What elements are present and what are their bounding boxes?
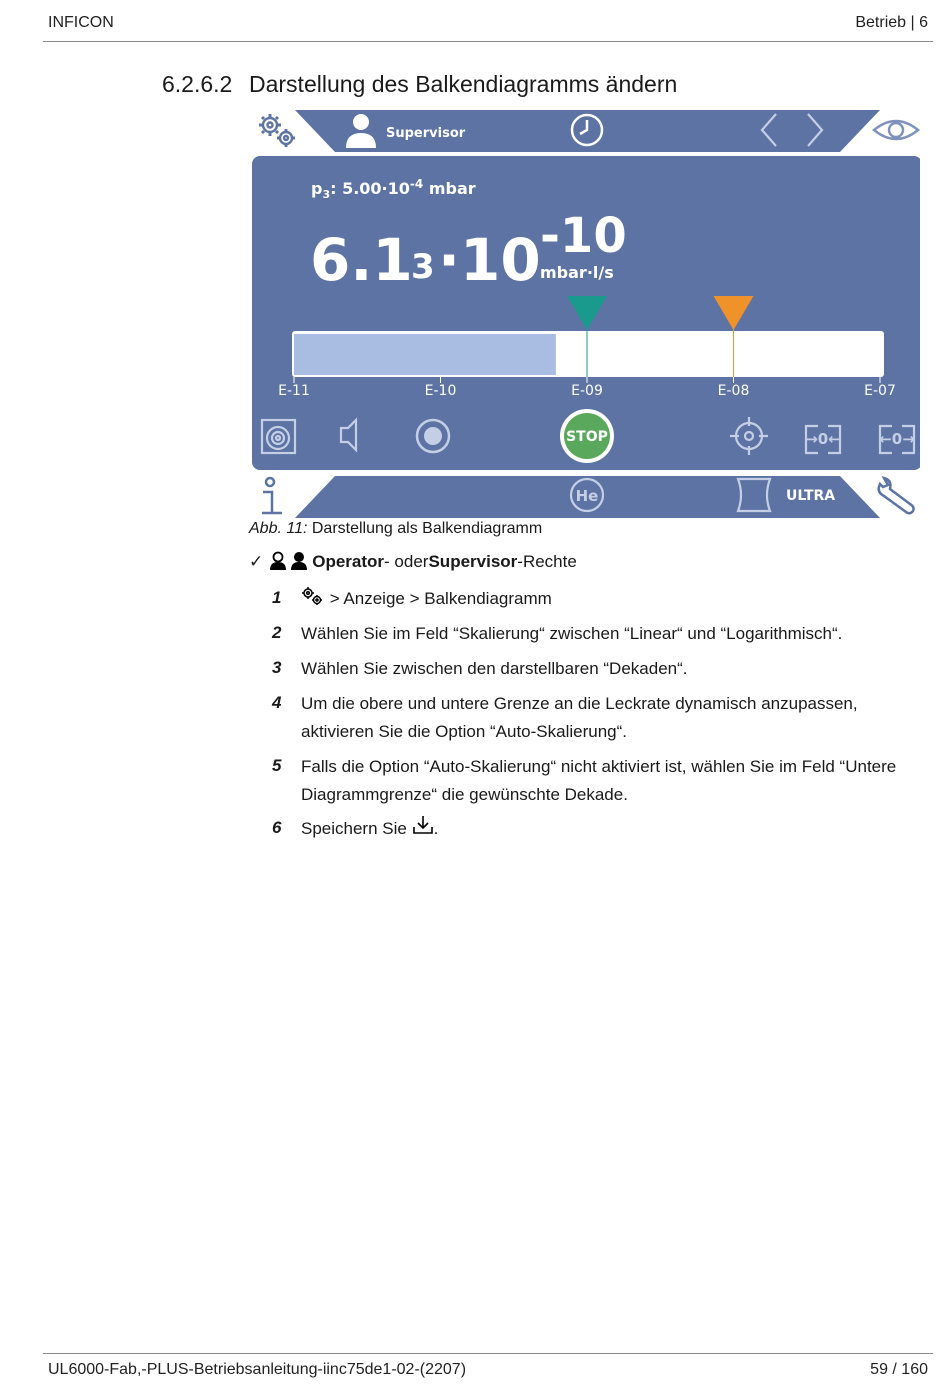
eye-icon[interactable] [874,121,918,139]
operator-supervisor-icon [269,551,309,573]
step-3-text: Wählen Sie zwischen den darstellbaren “Dekaden“. [301,659,688,678]
leak-rate-base: ·10 [438,226,541,294]
step-number: 3 [272,658,282,677]
axis-tick-label: E-07 [864,383,896,399]
caption-text: Darstellung als Balkendiagramm [307,520,543,537]
axis-tick-label: E-08 [717,383,750,399]
step-5-text: Falls die Option “Auto-Skalierung“ nicht aktiviert ist, wählen Sie im Feld “Untere Diagrammgrenze“ die gewünschte Dekade. [301,757,897,804]
step-number: 5 [272,756,282,775]
step-4-text: Um die obere und untere Grenze an die Leckrate dynamisch anzupassen, aktivieren Sie die Option “Auto-Skalierung“. [301,694,858,741]
svg-text:←0→: ←0→ [879,430,915,448]
gas-label: He [575,487,599,505]
caption-prefix: Abb. 11: [249,520,308,537]
header-rule [43,41,933,42]
svg-text:→0←: →0← [805,430,841,448]
role-supervisor: Supervisor [428,552,518,571]
brand-name: INFICON [48,14,114,31]
footer-page-number: 59 / 160 [870,1361,928,1378]
checkmark: ✓ [249,552,264,571]
axis-tick-label: E-09 [571,383,603,399]
info-icon[interactable] [262,478,282,513]
step-6-text: Speichern Sie . [301,815,931,843]
mode-label: ULTRA [786,488,836,504]
step-1-text: > Anzeige > Balkendiagramm [325,589,552,608]
settings-gears-icon[interactable] [259,114,295,147]
user-role: Supervisor [386,126,466,141]
pressure-readout: $p_3$: $5.00\cdot 10^{-4}$ mbar [311,177,476,201]
save-download-icon [412,815,434,835]
stop-button[interactable] [560,409,614,463]
section-title: Darstellung des Balkendiagramms ändern [249,71,678,97]
figure-caption [249,520,542,538]
leak-rate-unit: mbar·l/s [540,263,614,282]
step-text [301,585,931,613]
device-screen [250,108,920,520]
leak-rate-exponent: -10 [540,208,627,264]
section-number: 6.2.6.2 [162,71,233,97]
role-connector: - oder [384,552,429,571]
step-number: 1 [272,588,282,607]
role-operator: Operator [312,552,385,571]
role-suffix: -Rechte [517,552,577,571]
stop-label: STOP [566,429,608,445]
footer-rule [43,1353,933,1354]
leak-rate-mantissa: 6.1 [310,226,413,294]
settings-gears-icon [301,586,325,606]
step-number: 6 [272,818,282,837]
requirements-line [249,551,577,573]
step-number: 4 [272,693,282,712]
wrench-icon[interactable] [879,478,914,513]
bar-fill [294,334,556,375]
footer-document-id: UL6000-Fab,-PLUS-Betriebsanleitung-iinc75de1-02-(2207) [48,1361,467,1378]
chapter-label: Betrieb | 6 [855,14,928,31]
axis-tick-label: E-11 [278,383,310,399]
leak-rate-small-digit: 3 [411,247,435,287]
step-2-text: Wählen Sie im Feld “Skalierung“ zwischen “Linear“ und “Logarithmisch“. [301,624,843,643]
axis-tick-label: E-10 [424,383,457,399]
step-number: 2 [272,623,282,642]
